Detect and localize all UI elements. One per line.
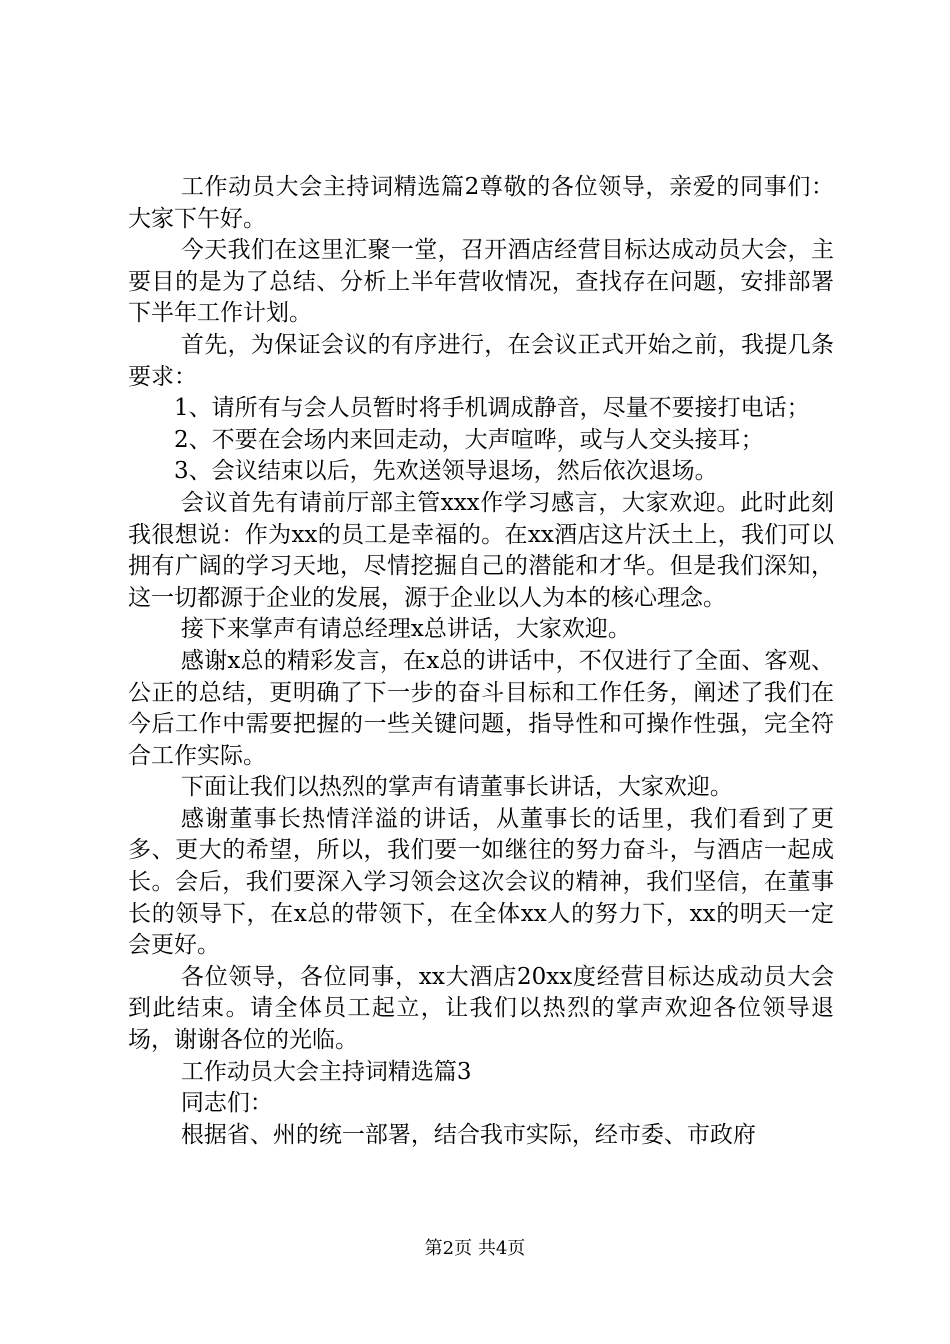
paragraph-9: 感谢x总的精彩发言，在x总的讲话中，不仅进行了全面、客观、公正的总结，更明确了下一步的奋斗目标和工作任务，阐述了我们在今后工作中需要把握的一些关键问题，指导性和可操作性强，完全符合工作实际。 — [128, 647, 834, 769]
paragraph-2: 今天我们在这里汇聚一堂，召开酒店经营目标达成动员大会，主要目的是为了总结、分析上半年营收情况，查找存在问题，安排部署下半年工作计划。 — [128, 237, 834, 327]
salutation: 同志们： — [180, 1090, 273, 1117]
paragraph-7: 会议首先有请前厅部主管xxx作学习感言，大家欢迎。此时此刻我很想说：作为xx的员工是幸福的。在xx酒店这片沃土上，我们可以拥有广阔的学习天地，尽情挖掘自己的潜能和才华。但是我们深知，这一切都源于企业的发展，源于企业以人为本的核心理念。 — [128, 489, 834, 611]
page-footer — [0, 1237, 950, 1261]
paragraph-8: 接下来掌声有请总经理x总讲话，大家欢迎。 — [180, 616, 631, 643]
document-body — [128, 172, 834, 1151]
paragraph-11: 感谢董事长热情洋溢的讲话，从董事长的话里，我们看到了更多、更大的希望，所以，我们要一如继往的努力奋斗，与酒店一起成长。会后，我们要深入学习领会这次会议的精神，我们坚信，在董事长的领导下，在x总的带领下，在全体xx人的努力下，xx的明天一定会更好。 — [128, 805, 834, 959]
paragraph-12: 各位领导，各位同事，xx大酒店20xx度经营目标达成动员大会到此结束。请全体员工起立，让我们以热烈的掌声欢迎各位领导退场，谢谢各位的光临。 — [128, 963, 834, 1054]
requirement-item-3: 3、会议结束以后，先欢送领导退场，然后依次退场。 — [174, 458, 718, 485]
section-heading: 工作动员大会主持词精选篇3 — [180, 1058, 472, 1085]
paragraph-15: 根据省、州的统一部署，结合我市实际，经市委、市政府 — [180, 1121, 756, 1148]
paragraph-3: 首先，为保证会议的有序进行，在会议正式开始之前，我提几条要求： — [128, 331, 834, 390]
paragraph-1: 工作动员大会主持词精选篇2尊敬的各位领导，亲爱的同事们：大家下午好。 — [128, 174, 834, 232]
requirement-item-1: 1、请所有与会人员暂时将手机调成静音，尽量不要接打电话； — [174, 395, 810, 422]
requirement-item-2: 2、不要在会场内来回走动，大声喧哗，或与人交头接耳； — [174, 426, 764, 453]
paragraph-10: 下面让我们以热烈的掌声有请董事长讲话，大家欢迎。 — [180, 774, 733, 801]
page-number-label: 第2页 共4页 — [424, 1238, 526, 1259]
